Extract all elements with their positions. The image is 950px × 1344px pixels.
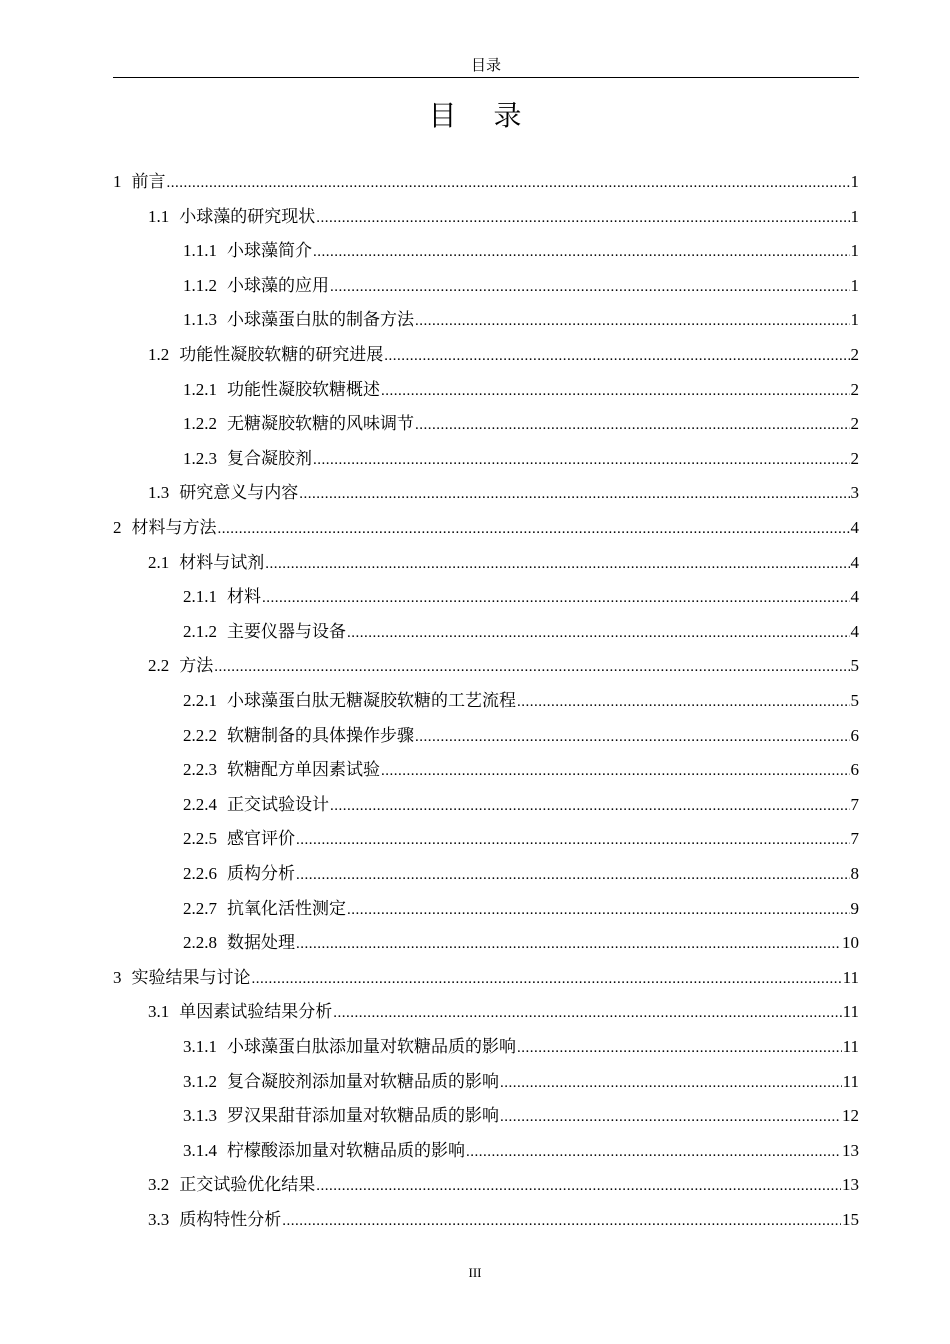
toc-entry-title: 小球藻的应用 [227, 275, 329, 296]
toc-dot-leader [299, 481, 849, 506]
toc-entry[interactable] [183, 620, 859, 645]
toc-entry-title: 正交试验优化结果 [179, 1175, 316, 1196]
toc-entry-number: 3 [113, 967, 122, 987]
running-header: 目录 [470, 56, 501, 74]
toc-entry-number: 2.2.6 [183, 864, 217, 883]
toc-entry-page: 11 [842, 967, 859, 987]
toc-entry-title: 抗氧化活性测定 [227, 898, 346, 919]
toc-entry-title: 无糖凝胶软糖的风味调节 [227, 414, 414, 435]
toc-entry[interactable] [183, 447, 859, 472]
toc-entry-number: 1.2.1 [183, 379, 217, 399]
toc-entry-title: 实验结果与讨论 [131, 967, 251, 988]
toc-entry-number: 3.1 [148, 1002, 170, 1022]
toc-entry-page: 11 [842, 1071, 859, 1091]
toc-entry-title: 质构特性分析 [179, 1210, 282, 1230]
toc-dot-leader [282, 1208, 841, 1233]
toc-entry-title: 单因素试验结果分析 [179, 1002, 333, 1023]
toc-entry[interactable] [183, 378, 859, 403]
toc-dot-leader [167, 170, 850, 195]
toc-entry[interactable] [148, 1208, 859, 1233]
toc-entry[interactable] [113, 966, 859, 991]
toc-entry-number: 2.2.8 [183, 933, 217, 953]
toc-entry-page: 8 [850, 864, 859, 883]
toc-entry-number: 1.2.3 [183, 448, 217, 468]
toc-entry-page: 3 [850, 483, 859, 503]
toc-entry[interactable] [183, 793, 859, 818]
toc-dot-leader [296, 862, 850, 887]
toc-entry[interactable] [148, 1173, 859, 1198]
toc-entry-page: 13 [842, 1175, 859, 1195]
toc-entry-page: 1 [850, 172, 859, 191]
toc-entry[interactable] [148, 481, 859, 506]
toc-dot-leader [347, 620, 850, 645]
toc-dot-leader [347, 897, 850, 922]
toc-entry[interactable] [148, 1000, 859, 1025]
toc-entry-page: 4 [850, 552, 859, 572]
toc-entry-number: 1 [113, 172, 122, 191]
toc-entry-title: 前言 [131, 172, 166, 192]
toc-entry-title: 质构分析 [227, 864, 295, 884]
toc-entry-title: 感官评价 [227, 829, 295, 850]
toc-entry-page: 1 [850, 310, 859, 330]
toc-dot-leader [330, 274, 850, 299]
toc-entry[interactable] [183, 1035, 859, 1060]
toc-entry-title: 小球藻蛋白肽的制备方法 [227, 310, 414, 331]
toc-entry-number: 2.2.4 [183, 794, 217, 814]
toc-entry-title: 功能性凝胶软糖的研究进展 [179, 345, 384, 365]
toc-entry-page: 11 [842, 1002, 859, 1022]
toc-entry-page: 1 [850, 241, 859, 261]
toc-dot-leader [214, 654, 849, 679]
toc-entry[interactable] [148, 205, 859, 230]
page-number: III [468, 1265, 482, 1280]
toc-entry[interactable] [183, 862, 859, 887]
toc-entry[interactable] [183, 585, 859, 610]
toc-entry-number: 1.3 [148, 483, 170, 503]
toc-dot-leader [415, 308, 850, 333]
toc-entry[interactable] [148, 551, 859, 576]
toc-dot-leader [517, 689, 850, 714]
toc-entry-page: 7 [850, 829, 859, 849]
toc-entry-number: 2.2.5 [183, 829, 217, 849]
toc-entry-title: 研究意义与内容 [179, 483, 299, 504]
toc-entry-title: 复合凝胶剂 [227, 448, 312, 469]
toc-entry-number: 2.1.2 [183, 621, 217, 641]
toc-entry-page: 6 [850, 760, 859, 780]
toc-entry-page: 5 [850, 656, 859, 676]
toc-entry-number: 3.1.3 [183, 1106, 217, 1126]
toc-entry-title: 材料 [227, 587, 261, 608]
toc-entry-page: 4 [850, 518, 859, 537]
toc-entry-page: 4 [850, 621, 859, 641]
toc-entry-title: 柠檬酸添加量对软糖品质的影响 [227, 1140, 465, 1161]
toc-dot-leader [316, 1173, 841, 1198]
toc-entry-page: 11 [842, 1037, 859, 1056]
toc-entry-title: 功能性凝胶软糖概述 [227, 379, 380, 400]
toc-entry-number: 3.1.2 [183, 1071, 217, 1091]
toc-entry-number: 1.1.1 [183, 241, 217, 261]
toc-entry-number: 1.1 [148, 206, 170, 226]
toc-entry[interactable] [148, 654, 859, 679]
toc-entry-page: 9 [850, 898, 859, 918]
toc-entry-number: 3.2 [148, 1175, 170, 1195]
toc-dot-leader [252, 966, 842, 991]
toc-entry-title: 复合凝胶剂添加量对软糖品质的影响 [227, 1071, 499, 1092]
toc-dot-leader [296, 931, 841, 956]
toc-entry-number: 2 [113, 518, 122, 537]
toc-entry-page: 2 [850, 448, 859, 468]
toc-dot-leader [296, 827, 850, 852]
toc-entry-title: 小球藻蛋白肽无糖凝胶软糖的工艺流程 [227, 691, 516, 711]
toc-entry[interactable] [183, 1104, 859, 1129]
toc-dot-leader [265, 551, 849, 576]
toc-entry[interactable] [183, 1139, 859, 1164]
toc-dot-leader [517, 1035, 842, 1060]
toc-entry-page: 5 [850, 691, 859, 710]
toc-dot-leader [262, 585, 850, 610]
toc-entry-number: 1.1.2 [183, 275, 217, 295]
toc-entry-page: 2 [850, 345, 859, 364]
toc-entry-title: 小球藻简介 [227, 241, 312, 262]
toc-entry-page: 6 [850, 725, 859, 745]
toc-entry[interactable] [183, 897, 859, 922]
toc-dot-leader [330, 793, 850, 818]
toc-dot-leader [218, 516, 850, 541]
toc-entry[interactable] [183, 308, 859, 333]
toc-entry-title: 小球藻蛋白肽添加量对软糖品质的影响 [227, 1037, 516, 1057]
toc-dot-leader [333, 1000, 841, 1025]
toc-entry[interactable] [183, 931, 859, 956]
toc-entry-title: 软糖配方单因素试验 [227, 760, 380, 781]
toc-entry-number: 2.2.2 [183, 725, 217, 745]
toc-dot-leader [500, 1104, 841, 1129]
toc-entry[interactable] [183, 239, 859, 264]
toc-entry-title: 软糖制备的具体操作步骤 [227, 725, 414, 746]
toc-entry-page: 1 [850, 275, 859, 295]
toc-entry-page: 7 [850, 794, 859, 814]
toc-entry-title: 小球藻的研究现状 [179, 206, 316, 227]
toc-entry[interactable] [183, 412, 859, 437]
toc-entry-number: 1.1.3 [183, 310, 217, 330]
toc-entry[interactable] [183, 689, 859, 714]
toc-entry-page: 4 [850, 587, 859, 607]
toc-dot-leader [381, 758, 850, 783]
toc-dot-leader [500, 1070, 842, 1095]
toc-entry[interactable] [113, 170, 859, 195]
toc-entry-title: 数据处理 [227, 933, 295, 954]
toc-dot-leader [313, 239, 850, 264]
toc-dot-leader [316, 205, 849, 230]
header-rule [113, 77, 859, 78]
toc-entry-number: 2.2.7 [183, 898, 217, 918]
toc-entry[interactable] [113, 516, 859, 541]
toc-entry-page: 13 [842, 1140, 859, 1160]
toc-dot-leader [415, 724, 850, 749]
toc-entry-page: 12 [842, 1106, 859, 1126]
toc-dot-leader [415, 412, 850, 437]
toc-entry-page: 10 [842, 933, 859, 953]
toc-dot-leader [313, 447, 850, 472]
toc-entry[interactable] [183, 827, 859, 852]
toc-entry-number: 2.2.1 [183, 691, 217, 710]
toc-entry-title: 主要仪器与设备 [227, 621, 346, 642]
toc-entry-title: 正交试验设计 [227, 794, 329, 815]
toc-entry-page: 1 [850, 206, 859, 226]
toc-entry-number: 1.2.2 [183, 414, 217, 434]
toc-entry-number: 2.2 [148, 656, 170, 676]
toc-entry-title: 方法 [179, 656, 214, 677]
toc-entry-number: 2.1 [148, 552, 170, 572]
toc-entry-number: 1.2 [148, 345, 170, 364]
toc-entry-number: 3.3 [148, 1210, 170, 1229]
toc-entry[interactable] [148, 343, 859, 368]
toc-dot-leader [466, 1139, 841, 1164]
toc-entry-number: 3.1.1 [183, 1037, 217, 1056]
toc-entry-title: 材料与试剂 [179, 552, 265, 573]
toc-entry-number: 2.1.1 [183, 587, 217, 607]
toc-entry-page: 2 [850, 414, 859, 434]
toc-dot-leader [384, 343, 849, 368]
toc-entry[interactable] [183, 274, 859, 299]
toc-dot-leader [381, 378, 850, 403]
toc-entry-title: 材料与方法 [131, 518, 217, 538]
toc-entry[interactable] [183, 758, 859, 783]
page-title: 目 录 [428, 99, 536, 132]
toc-entry[interactable] [183, 1070, 859, 1095]
toc-entry[interactable] [183, 724, 859, 749]
toc-entry-number: 2.2.3 [183, 760, 217, 780]
toc-entry-page: 15 [842, 1210, 859, 1229]
toc-entry-title: 罗汉果甜苷添加量对软糖品质的影响 [227, 1106, 499, 1127]
toc-entry-page: 2 [850, 379, 859, 399]
toc-entry-number: 3.1.4 [183, 1140, 217, 1160]
